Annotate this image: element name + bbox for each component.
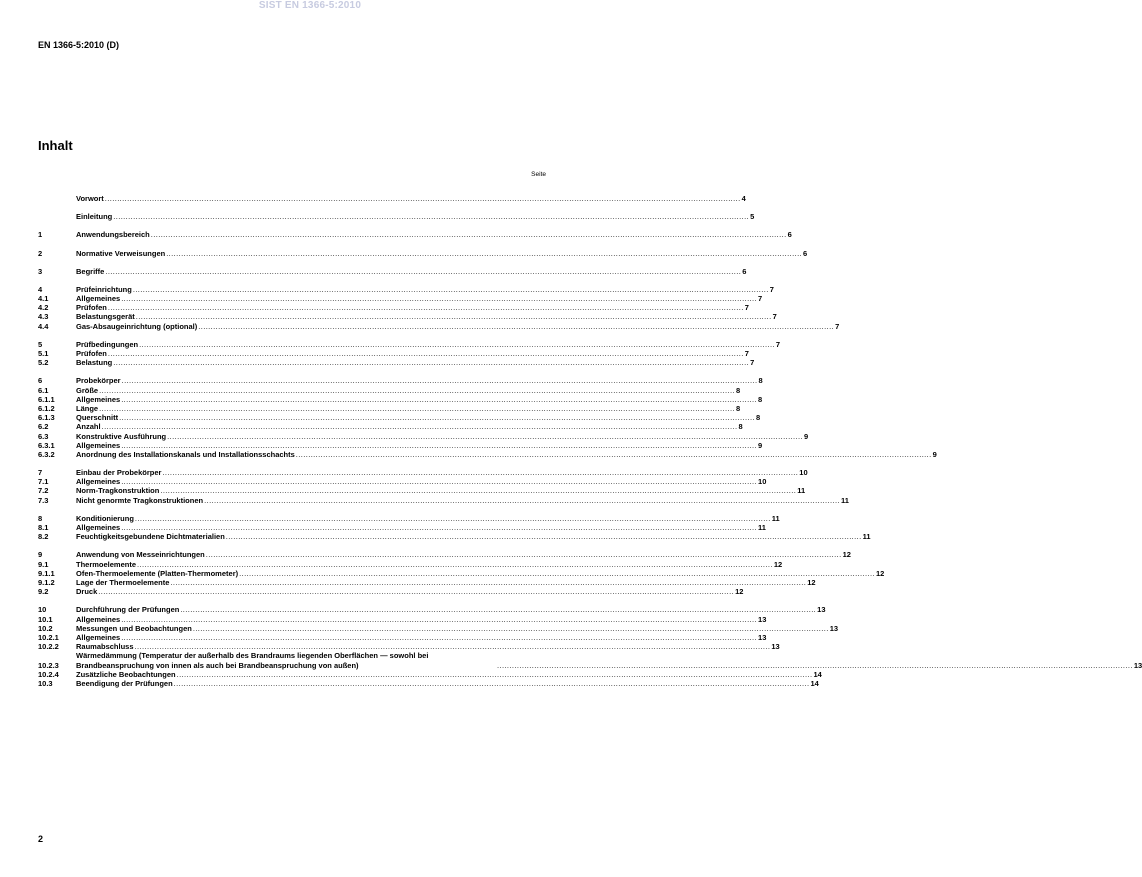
toc-entry-number: 6 [38, 376, 43, 386]
toc-entry-title: Begriffe [76, 266, 105, 276]
toc-entry-number: 6.3.2 [38, 449, 55, 459]
toc-entry-title: Thermoelemente [76, 559, 137, 569]
toc-entry-title: Konstruktive Ausführung [76, 431, 167, 441]
toc-entry-page: 7 [835, 321, 840, 331]
toc-leader-dots [174, 679, 810, 688]
toc-entry-title: Querschnitt [76, 413, 119, 423]
toc-entry[interactable] [38, 568, 885, 578]
toc-entry-title: Probekörper [76, 376, 121, 386]
toc-entry[interactable] [38, 587, 744, 597]
toc-entry-number: 7.3 [38, 495, 49, 505]
toc-entry-title: Messungen und Beobachtungen [76, 623, 192, 633]
toc-entry-title: Allgemeines [76, 614, 121, 624]
toc-leader-dots [108, 303, 744, 312]
toc-entry[interactable] [38, 193, 746, 203]
table-of-contents [38, 193, 1142, 688]
toc-entry-page: 8 [735, 403, 741, 413]
toc-entry-page: 4 [741, 193, 746, 203]
toc-entry-title: Druck [76, 587, 98, 597]
toc-entry-title: Allgemeines [76, 294, 121, 304]
toc-entry-number: 4.4 [38, 321, 49, 331]
toc-leader-dots [239, 569, 875, 578]
toc-entry[interactable] [38, 678, 819, 688]
toc-leader-dots [170, 578, 806, 587]
toc-entry-title: Vorwort [76, 193, 104, 203]
toc-leader-dots [167, 432, 803, 441]
toc-leader-dots [193, 624, 829, 633]
toc-leader-dots [133, 285, 769, 294]
toc-entry[interactable] [38, 394, 763, 404]
toc-entry-page: 7 [758, 294, 763, 304]
toc-leader-dots [296, 450, 932, 459]
toc-entry-title: Ofen-Thermoelemente (Platten-Thermometer) [76, 568, 239, 578]
toc-entry-page: 12 [807, 577, 816, 587]
toc-leader-dots [137, 560, 773, 569]
toc-leader-dots [135, 514, 771, 523]
toc-entry-number: 5.2 [38, 358, 49, 368]
toc-leader-dots [160, 486, 796, 495]
toc-leader-dots [121, 615, 757, 624]
toc-entry-page: 8 [738, 422, 743, 432]
toc-entry-page: 8 [735, 385, 741, 395]
toc-entry-number: 5 [38, 339, 43, 349]
toc-leader-dots [121, 441, 757, 450]
toc-entry[interactable] [38, 577, 816, 587]
toc-entry[interactable] [38, 294, 763, 304]
toc-leader-dots [204, 496, 840, 505]
toc-entry-page: 8 [758, 394, 763, 404]
toc-entry-number: 8.1 [38, 523, 49, 533]
toc-entry-page: 13 [1133, 660, 1142, 670]
toc-entry-number: 6.3 [38, 431, 49, 441]
toc-entry-title: Gas-Absaugeinrichtung (optional) [76, 321, 198, 331]
toc-entry-title: Beendigung der Prüfungen [76, 678, 173, 688]
toc-entry-title: Anzahl [76, 422, 101, 432]
toc-entry-page: 10 [799, 468, 808, 478]
toc-entry-title: Wärmedämmung (Temperatur der außerhalb des Brandraums liegenden Oberflächen — sowohl bei Brandbeanspruchung von innen als auch bei Brandbeanspruchung von außen) [76, 651, 429, 670]
toc-entry[interactable] [38, 284, 774, 294]
page-column-label: Seite [531, 171, 546, 178]
toc-entry-page: 6 [742, 266, 747, 276]
toc-entry[interactable] [38, 632, 767, 642]
toc-entry[interactable] [38, 523, 766, 533]
toc-leader-dots [136, 312, 772, 321]
toc-entry-title: Einleitung [76, 212, 113, 222]
toc-entry[interactable] [38, 403, 741, 413]
footer-page-number: 2 [38, 834, 44, 844]
toc-leader-dots [139, 340, 775, 349]
toc-entry-number: 1 [38, 230, 43, 240]
toc-entry[interactable] [38, 303, 749, 313]
toc-entry[interactable] [38, 385, 741, 395]
toc-leader-dots [121, 395, 757, 404]
toc-entry-title: Allgemeines [76, 523, 121, 533]
toc-entry[interactable] [38, 440, 763, 450]
toc-entry-title: Belastung [76, 358, 113, 368]
toc-entry-title: Norm-Tragkonstruktion [76, 486, 160, 496]
toc-entry-page: 7 [744, 303, 749, 313]
toc-leader-dots [135, 642, 771, 651]
toc-entry-title: Normative Verweisungen [76, 248, 166, 258]
toc-entry[interactable] [38, 422, 743, 432]
toc-entry-title: Lage der Thermoelemente [76, 577, 170, 587]
toc-entry-number: 6.1.2 [38, 403, 55, 413]
toc-entry-page: 14 [813, 669, 822, 679]
toc-entry-number: 4.3 [38, 312, 49, 322]
toc-entry[interactable] [38, 495, 849, 505]
toc-entry[interactable] [38, 449, 937, 459]
toc-entry-page: 11 [840, 495, 849, 505]
toc-entry-number: 6.1.1 [38, 394, 55, 404]
toc-entry-number: 9 [38, 550, 43, 560]
toc-entry[interactable] [38, 339, 781, 349]
toc-leader-dots [113, 358, 749, 367]
toc-entry-title: Allgemeines [76, 632, 121, 642]
toc-entry-page: 13 [771, 642, 780, 652]
toc-leader-dots [151, 230, 787, 239]
document-id: EN 1366-5:2010 (D) [38, 40, 120, 50]
toc-entry-page: 7 [775, 339, 781, 349]
toc-entry-page: 12 [735, 587, 744, 597]
toc-entry-page: 8 [758, 376, 763, 386]
toc-leader-dots [206, 550, 842, 559]
toc-entry-page: 8 [755, 413, 761, 423]
toc-entry-title: Prüfofen [76, 349, 107, 359]
toc-entry[interactable] [38, 266, 747, 276]
toc-leader-dots [98, 587, 734, 596]
toc-entry-page: 11 [771, 513, 780, 523]
toc-entry[interactable] [38, 605, 826, 615]
toc-entry-title: Prüfbedingungen [76, 339, 139, 349]
toc-entry[interactable] [38, 468, 808, 478]
toc-leader-dots [108, 349, 744, 358]
toc-entry-number: 10.2.2 [38, 642, 59, 652]
toc-entry[interactable] [38, 477, 767, 487]
toc-leader-dots [121, 523, 757, 532]
toc-entry-number: 6.1.3 [38, 413, 55, 423]
toc-entry[interactable] [38, 559, 783, 569]
toc-leader-dots [177, 670, 813, 679]
toc-entry-title: Allgemeines [76, 440, 121, 450]
toc-leader-dots [105, 267, 741, 276]
toc-entry-title: Zusätzliche Beobachtungen [76, 669, 176, 679]
toc-entry-number: 10.1 [38, 614, 53, 624]
watermark: SIST EN 1366-5:2010 [258, 0, 362, 11]
toc-leader-dots [99, 386, 735, 395]
toc-entry-number: 7.1 [38, 477, 49, 487]
toc-entry[interactable] [38, 532, 871, 542]
toc-entry-number: 10.2 [38, 623, 53, 633]
toc-entry-title: Konditionierung [76, 513, 134, 523]
toc-entry-title: Belastungsgerät [76, 312, 135, 322]
toc-leader-dots [113, 212, 749, 221]
toc-entry-number: 5.1 [38, 349, 49, 359]
toc-entry-page: 5 [750, 212, 755, 222]
toc-entry-page: 11 [758, 523, 766, 533]
toc-entry[interactable] [38, 212, 755, 222]
toc-entry-title: Allgemeines [76, 477, 121, 487]
toc-entry-number: 4.1 [38, 294, 49, 304]
toc-entry-page: 12 [773, 559, 783, 569]
toc-entry[interactable] [38, 513, 780, 523]
toc-entry[interactable] [38, 358, 755, 368]
toc-entry-page: 13 [829, 623, 839, 633]
toc-entry-number: 4.2 [38, 303, 49, 313]
toc-entry-page: 12 [842, 550, 851, 560]
toc-entry-title: Prüfofen [76, 303, 107, 313]
toc-leader-dots [122, 376, 758, 385]
toc-entry-title: Anwendung von Messeinrichtungen [76, 550, 205, 560]
toc-entry-number: 4 [38, 284, 43, 294]
toc-entry-page: 7 [769, 284, 774, 294]
toc-entry-title: Länge [76, 403, 99, 413]
toc-entry[interactable] [38, 651, 1142, 670]
toc-entry[interactable] [38, 614, 767, 624]
toc-entry-title: Prüfeinrichtung [76, 284, 132, 294]
toc-leader-dots [162, 468, 798, 477]
toc-entry[interactable] [38, 349, 749, 359]
toc-leader-dots [226, 532, 862, 541]
toc-entry[interactable] [38, 623, 839, 633]
toc-leader-dots [119, 413, 755, 422]
toc-entry[interactable] [38, 376, 763, 386]
toc-entry-title: Raumabschluss [76, 642, 134, 652]
toc-entry-page: 13 [817, 605, 826, 615]
toc-entry-page: 9 [932, 449, 937, 459]
toc-entry-page: 6 [803, 248, 808, 258]
toc-entry-number: 10.2.3 [38, 660, 59, 670]
toc-entry-title: Größe [76, 385, 99, 395]
toc-entry[interactable] [38, 642, 780, 652]
toc-entry-page: 7 [750, 358, 755, 368]
toc-entry-page: 11 [797, 486, 806, 496]
toc-entry-title: Einbau der Probekörper [76, 468, 162, 478]
toc-entry-title: Allgemeines [76, 394, 121, 404]
toc-entry-page: 11 [862, 532, 871, 542]
toc-entry-number: 8 [38, 513, 43, 523]
toc-entry[interactable] [38, 431, 809, 441]
toc-entry[interactable] [38, 413, 761, 423]
toc-entry-number: 6.2 [38, 422, 49, 432]
toc-entry-number: 8.2 [38, 532, 49, 542]
toc-entry-number: 7 [38, 468, 43, 478]
toc-entry-number: 10 [38, 605, 47, 615]
toc-entry-number: 10.2.1 [38, 632, 59, 642]
toc-entry-page: 13 [758, 614, 767, 624]
toc-entry-title: Feuchtigkeitsgebundene Dichtmaterialien [76, 532, 225, 542]
toc-entry-page: 13 [758, 632, 767, 642]
toc-leader-dots [121, 477, 757, 486]
toc-entry-number: 6.3.1 [38, 440, 55, 450]
toc-leader-dots [180, 605, 816, 614]
toc-entry-number: 7.2 [38, 486, 49, 496]
toc-entry-title: Anwendungsbereich [76, 230, 150, 240]
toc-entry-page: 7 [744, 349, 749, 359]
toc-entry-number: 3 [38, 266, 43, 276]
toc-leader-dots [121, 633, 757, 642]
toc-entry[interactable] [38, 486, 806, 496]
toc-entry-page: 12 [875, 568, 885, 578]
toc-entry-number: 2 [38, 248, 43, 258]
toc-leader-dots [166, 249, 802, 258]
toc-entry-number: 10.2.4 [38, 669, 59, 679]
toc-entry-number: 9.1 [38, 559, 49, 569]
toc-entry-page: 6 [787, 230, 792, 240]
toc-entry-page: 14 [810, 678, 819, 688]
toc-leader-dots [105, 194, 741, 203]
toc-heading: Inhalt [38, 138, 73, 153]
toc-entry[interactable] [38, 312, 777, 322]
toc-entry-title: Nicht genormte Tragkonstruktionen [76, 495, 204, 505]
toc-leader-dots [99, 404, 735, 413]
toc-entry[interactable] [38, 248, 808, 258]
toc-leader-dots [198, 322, 834, 331]
toc-entry-number: 9.1.1 [38, 568, 55, 578]
toc-entry-title: Anordnung des Installationskanals und Installationsschachts [76, 449, 295, 459]
toc-entry[interactable] [38, 230, 792, 240]
toc-entry-number: 9.2 [38, 587, 49, 597]
toc-entry-page: 7 [772, 312, 777, 322]
toc-entry-number: 9.1.2 [38, 577, 55, 587]
toc-entry-number: 6.1 [38, 385, 49, 395]
toc-entry[interactable] [38, 321, 840, 331]
toc-entry[interactable] [38, 550, 851, 560]
toc-entry[interactable] [38, 669, 822, 679]
toc-entry-title: Durchführung der Prüfungen [76, 605, 180, 615]
toc-entry-page: 9 [803, 431, 809, 441]
toc-entry-number: 10.3 [38, 678, 53, 688]
toc-leader-dots [102, 422, 738, 431]
toc-entry-page: 9 [758, 440, 763, 450]
toc-leader-dots [121, 294, 757, 303]
toc-leader-dots [497, 661, 1133, 670]
toc-entry-page: 10 [758, 477, 767, 487]
